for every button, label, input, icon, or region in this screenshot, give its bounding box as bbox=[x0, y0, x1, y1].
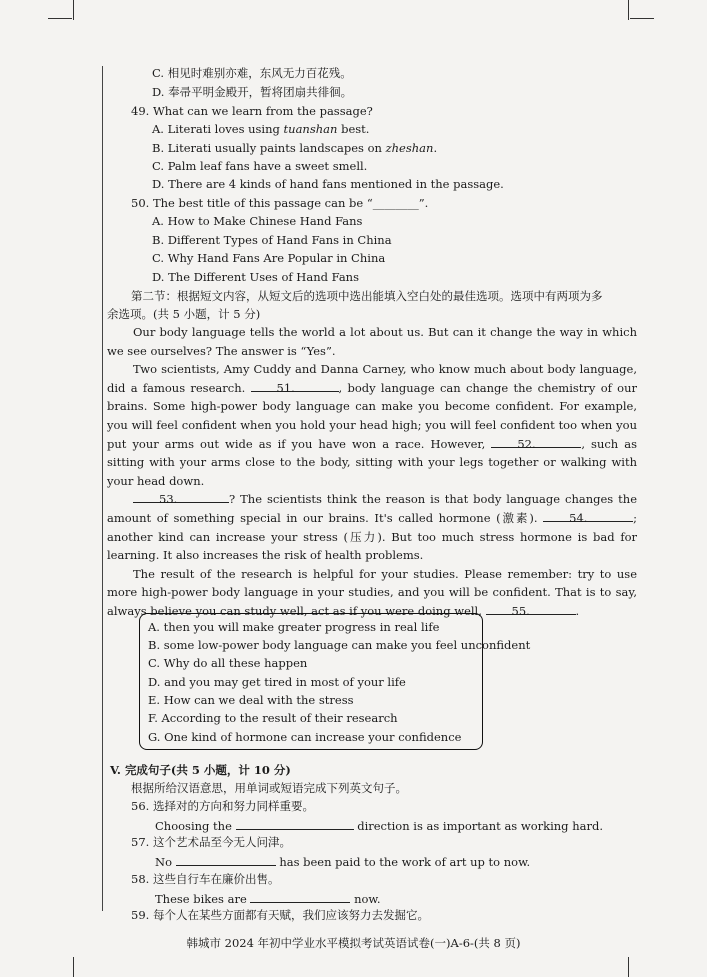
q50-option-d[interactable]: D. The Different Uses of Hand Fans bbox=[152, 270, 359, 284]
q56-answer-blank[interactable] bbox=[236, 817, 354, 830]
option-b[interactable]: B. some low-power body language can make you feel unconfident bbox=[148, 638, 531, 652]
q49-option-d[interactable]: D. There are 4 kinds of hand fans mentioned in the passage. bbox=[152, 177, 504, 191]
q58-answer-blank[interactable] bbox=[250, 890, 350, 903]
blank-54[interactable]: 54. bbox=[543, 509, 633, 522]
q57-sentence: No has been paid to the work of art up to now. bbox=[155, 855, 531, 869]
q48-option-d[interactable]: D. 奉帚平明金殿开，暂将团扇共徘徊。 bbox=[152, 85, 353, 99]
crop-mark-top-left bbox=[73, 0, 74, 20]
section5-instruction: 根据所给汉语意思，用单词或短语完成下列英文句子。 bbox=[131, 781, 407, 795]
q56-chinese: 56. 选择对的方向和努力同样重要。 bbox=[131, 799, 314, 813]
passage-paragraph-1: Our body language tells the world a lot about us. But can it change the way in which we see ourselves? The answer is “Yes”. bbox=[107, 325, 637, 358]
q49-stem: 49. What can we learn from the passage? bbox=[131, 104, 373, 118]
q50-stem: 50. The best title of this passage can be “________”. bbox=[131, 196, 429, 210]
blank-51[interactable]: 51. bbox=[251, 379, 339, 392]
q49-option-c[interactable]: C. Palm leaf fans have a sweet smell. bbox=[152, 159, 368, 173]
section5-title: 完成句子(共 5 小题，计 10 分) bbox=[124, 763, 291, 777]
q56-sentence: Choosing the direction is as important as working hard. bbox=[155, 819, 603, 833]
option-f[interactable]: F. According to the result of their research bbox=[148, 711, 398, 725]
passage bbox=[107, 323, 637, 621]
q57-chinese: 57. 这个艺术品至今无人问津。 bbox=[131, 835, 291, 849]
q50-option-a[interactable]: A. How to Make Chinese Hand Fans bbox=[152, 214, 363, 228]
section5-heading bbox=[110, 763, 291, 778]
q49-option-b[interactable]: B. Literati usually paints landscapes on zheshan. bbox=[152, 141, 438, 155]
passage-paragraph-4: The result of the research is helpful for your studies. Please remember: try to use more high-power body language in your studies, and you will be confident. That is to say, always believe you can study well, act as if you were doing well, 55. . bbox=[107, 566, 637, 618]
option-a[interactable]: A. then you will make greater progress in real life bbox=[148, 620, 440, 634]
section2-instruction-line1: 第二节：根据短文内容，从短文后的选项中选出能填入空白处的最佳选项。选项中有两项为多 bbox=[131, 289, 603, 303]
q58-sentence: These bikes are now. bbox=[155, 892, 381, 906]
page-footer: 韩城市 2024 年初中学业水平模拟考试英语试卷(一)A-6-(共 8 页) bbox=[186, 936, 521, 950]
section2-instruction-line2: 余选项。(共 5 小题，计 5 分) bbox=[107, 307, 261, 321]
q50-option-b[interactable]: B. Different Types of Hand Fans in China bbox=[152, 233, 392, 247]
q50-option-c[interactable]: C. Why Hand Fans Are Popular in China bbox=[152, 251, 386, 265]
q57-answer-blank[interactable] bbox=[176, 853, 276, 866]
blank-53[interactable]: 53. bbox=[133, 490, 229, 503]
option-c[interactable]: C. Why do all these happen bbox=[148, 656, 308, 670]
q58-chinese: 58. 这些自行车在廉价出售。 bbox=[131, 872, 280, 886]
option-g[interactable]: G. One kind of hormone can increase your confidence bbox=[148, 730, 462, 744]
left-margin-rule bbox=[102, 66, 103, 911]
option-e[interactable]: E. How can we deal with the stress bbox=[148, 693, 354, 707]
crop-mark-bottom-left bbox=[73, 957, 74, 977]
blank-52[interactable]: 52. bbox=[491, 435, 581, 448]
q59-chinese: 59. 每个人在某些方面都有天赋，我们应该努力去发掘它。 bbox=[131, 908, 429, 922]
q48-option-c[interactable]: C. 相见时难别亦难，东风无力百花残。 bbox=[152, 66, 352, 80]
blank-55[interactable]: 55. bbox=[486, 602, 576, 615]
crop-mark-bottom-right bbox=[628, 957, 629, 977]
passage-paragraph-3: 53. ? The scientists think the reason is that body language changes the amount of something special in our brains. It's called hormone (激素). 54. ; another kind can increase your stress (压力). But too much stress hormone is bad for learning. It also increases the risk of health problems. bbox=[107, 492, 637, 563]
crop-mark-top-left-h bbox=[48, 18, 72, 19]
passage-paragraph-2: Two scientists, Amy Cuddy and Danna Carney, who know much about body language, did a famous research. 51. , body language can change the chemistry of our brains. Some high-power body language can make you become confident. For example, you will feel confident when you hold your head high; you will feel confident too when you put your arms out wide as if you have won a race. However, 52. , such as sitting with your arms close to the body, sitting with your legs together or walking with your head down. bbox=[107, 362, 638, 488]
crop-mark-top-right-h bbox=[630, 18, 654, 19]
option-d[interactable]: D. and you may get tired in most of your life bbox=[148, 675, 406, 689]
section5-number: V. bbox=[110, 763, 121, 777]
crop-mark-top-right bbox=[628, 0, 629, 20]
q49-option-a[interactable]: A. Literati loves using tuanshan best. bbox=[152, 122, 370, 136]
